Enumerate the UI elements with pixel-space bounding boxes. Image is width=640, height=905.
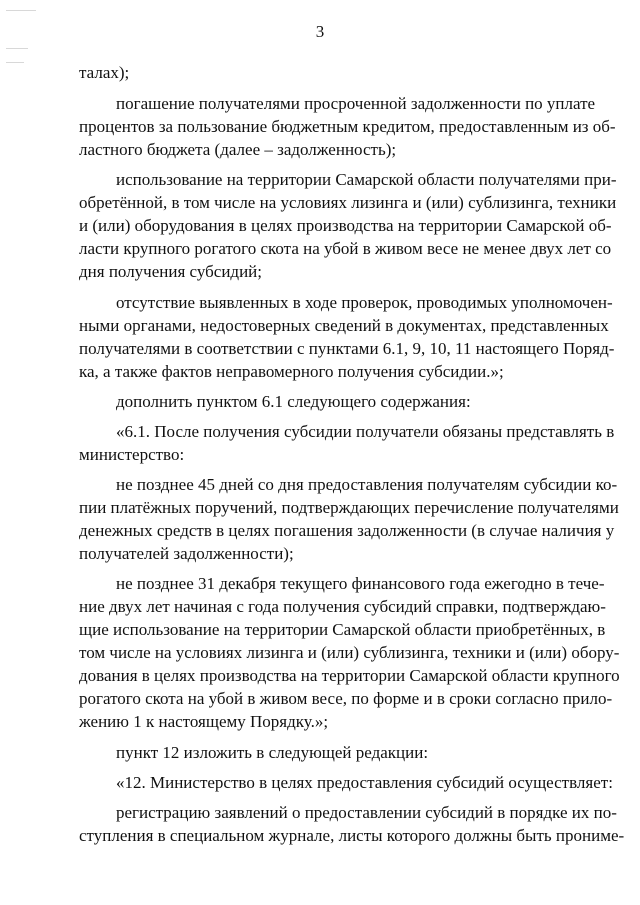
page-number: 3 bbox=[315, 22, 325, 41]
text-line: не позднее 31 декабря текущего финансового года ежегодно в тече- bbox=[116, 574, 605, 593]
text-line: щие использование на территории Самарской области приобретённых, в bbox=[79, 620, 606, 639]
text-line: денежных средств в целях погашения задолженности (в случае наличия у bbox=[79, 521, 615, 540]
scan-artifact bbox=[6, 62, 24, 63]
text-line: погашение получателями просроченной задолженности по уплате bbox=[116, 94, 596, 113]
text-line: жению 1 к настоящему Порядку.»; bbox=[79, 712, 329, 731]
scan-artifact bbox=[6, 48, 28, 49]
text-line: процентов за пользование бюджетным кредитом, предоставленным из об- bbox=[79, 117, 616, 136]
text-line: ние двух лет начиная с года получения субсидий справки, подтверждаю- bbox=[79, 597, 606, 616]
text-line: не позднее 45 дней со дня предоставления получателям субсидии ко- bbox=[116, 475, 618, 494]
text-line: ластного бюджета (далее – задолженность); bbox=[79, 140, 397, 159]
text-line: министерство: bbox=[79, 445, 185, 464]
text-line: том числе на условиях лизинга и (или) сублизинга, техники и (или) обору- bbox=[79, 643, 620, 662]
text-line: ступления в специальном журнале, листы которого должны быть прониме- bbox=[79, 826, 625, 845]
text-line: получателей задолженности); bbox=[79, 544, 294, 563]
text-line: талах); bbox=[79, 63, 130, 82]
text-line: рогатого скота на убой в живом весе, по форме и в сроки согласно прило- bbox=[79, 689, 613, 708]
text-line: пункт 12 изложить в следующей редакции: bbox=[116, 743, 429, 762]
text-line: использование на территории Самарской области получателями при- bbox=[116, 170, 617, 189]
text-line: «6.1. После получения субсидии получатели обязаны представлять в bbox=[116, 422, 615, 441]
text-line: ласти крупного рогатого скота на убой в живом весе не менее двух лет со bbox=[79, 239, 612, 258]
text-line: дования в целях производства на территории Самарской области крупного bbox=[79, 666, 620, 685]
scan-artifact bbox=[6, 10, 36, 11]
text-line: дополнить пунктом 6.1 следующего содержания: bbox=[116, 392, 471, 411]
text-line: отсутствие выявленных в ходе проверок, проводимых уполномочен- bbox=[116, 293, 613, 312]
text-line: «12. Министерство в целях предоставления субсидий осуществляет: bbox=[116, 773, 613, 792]
text-line: обретённой, в том числе на условиях лизинга и (или) сублизинга, техники bbox=[79, 193, 617, 212]
text-line: ка, а также фактов неправомерного получения субсидии.»; bbox=[79, 362, 504, 381]
text-line: ными органами, недостоверных сведений в документах, представленных bbox=[79, 316, 609, 335]
text-line: пии платёжных поручений, подтверждающих перечисление получателями bbox=[79, 498, 619, 517]
text-line: регистрацию заявлений о предоставлении субсидий в порядке их по- bbox=[116, 803, 617, 822]
text-line: получателями в соответствии с пунктами 6.1, 9, 10, 11 настоящего Поряд- bbox=[79, 339, 615, 358]
text-line: и (или) оборудования в целях производства на территории Самарской об- bbox=[79, 216, 612, 235]
text-line: дня получения субсидий; bbox=[79, 262, 262, 281]
